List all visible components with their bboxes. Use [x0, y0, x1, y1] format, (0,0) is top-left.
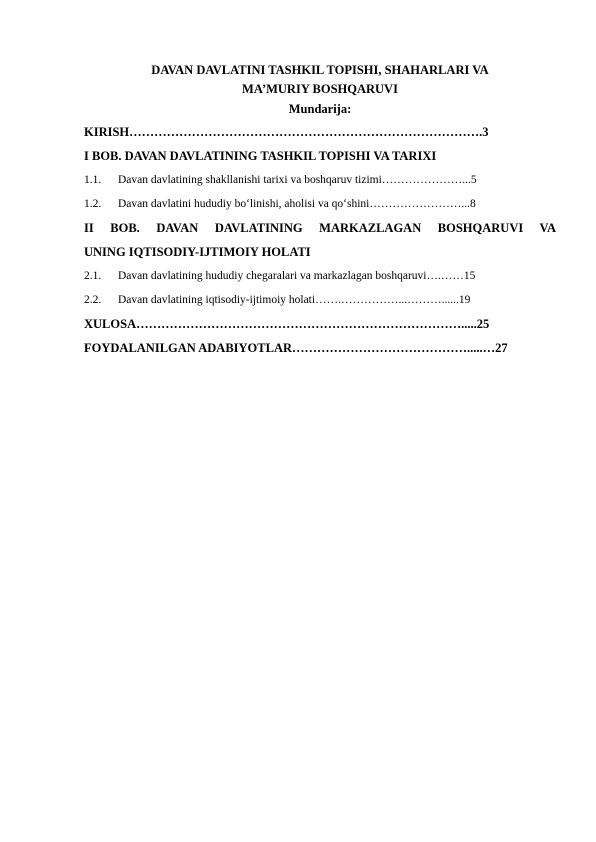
- toc-number: 2.1.: [84, 270, 102, 282]
- document-title-line2: MA’MURIY BOSHQARUVI: [242, 82, 398, 96]
- toc-entry-chapter2-line2: UNING IQTISODIY-IJTIMOIY HOLATI: [84, 245, 311, 259]
- toc-text: Davan davlatining hududiy chegaralari va markazlagan boshqaruvi….……15: [118, 270, 476, 282]
- document-title-line1: DAVAN DAVLATINI TASHKIL TOPISHI, SHAHARLARI VA: [151, 63, 489, 77]
- toc-text: Davan davlatining shakllanishi tarixi va boshqaruv tizimi…………………...5: [118, 174, 477, 186]
- toc-number: 2.2.: [84, 294, 102, 306]
- toc-entry-2-1: [84, 268, 556, 284]
- toc-entry-references: FOYDALANILGAN ADABIYOTLAR…………………………………….....…27: [84, 341, 508, 355]
- toc-number: 1.2.: [84, 198, 102, 210]
- toc-entry-intro: KIRISH………………………………………………………………………….3: [84, 125, 489, 139]
- toc-entry-chapter1: I BOB. DAVAN DAVLATINING TASHKIL TOPISHI VA TARIXI: [84, 149, 437, 163]
- toc-entry-1-2: [84, 196, 556, 212]
- toc-entry-conclusion: XULOSA…………………………………………………………………….....25: [84, 317, 490, 331]
- toc-entry-2-2: [84, 292, 556, 308]
- toc-entry-1-1: [84, 172, 556, 188]
- contents-heading: Mundarija:: [288, 102, 352, 116]
- toc-number: 1.1.: [84, 174, 102, 186]
- toc-text: Davan davlatini hududiy boʻlinishi, aholisi va qoʻshini……………………...8: [118, 198, 476, 210]
- toc-entry-chapter2-line1: II BOB. DAVAN DAVLATINING MARKAZLAGAN BOSHQARUVI VA: [84, 221, 556, 235]
- toc-text: Davan davlatining iqtisodiy-ijtimoiy holati…….……………...………......19: [118, 294, 471, 306]
